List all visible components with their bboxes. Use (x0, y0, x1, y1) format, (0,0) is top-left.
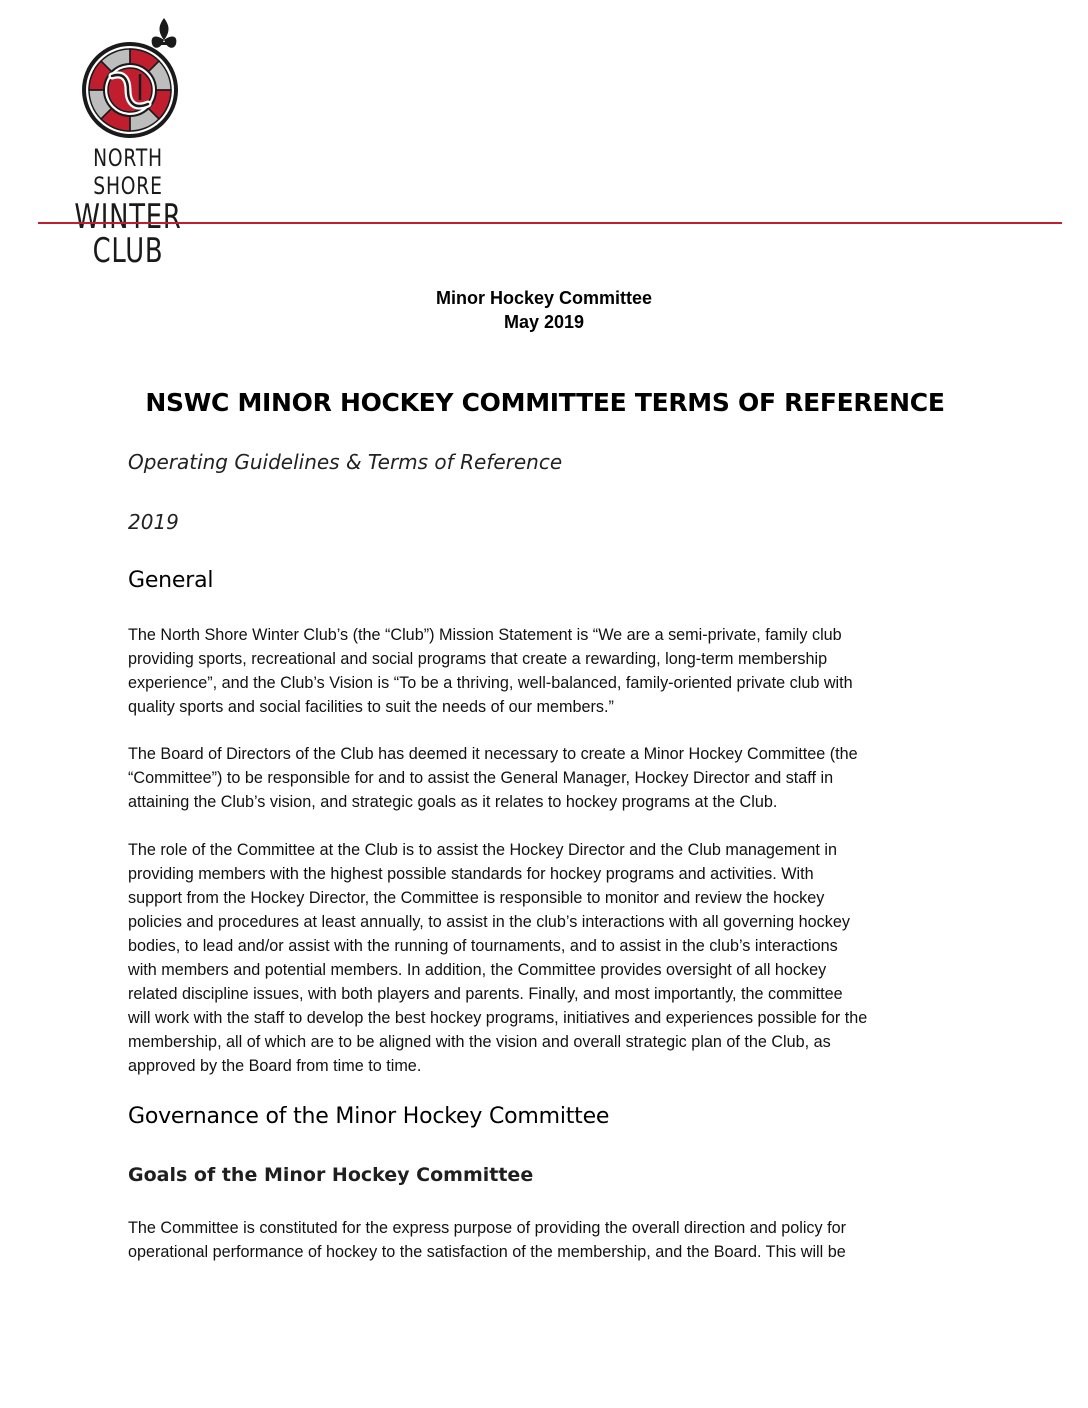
paragraph-line: The Committee is constituted for the express purpose of providing the overall direction and policy for (128, 1219, 847, 1237)
paragraph-board (128, 742, 958, 814)
header-divider (38, 222, 1062, 224)
paragraph-goals (128, 1216, 958, 1264)
paragraph-line: bodies, to lead and/or assist with the running of tournaments, and to assist in the club’s interactions (128, 937, 838, 955)
club-emblem-icon (78, 18, 188, 142)
paragraph-line: membership, all of which are to be aligned with the vision and overall strategic plan of the Club, as (128, 1033, 831, 1051)
subsection-heading-goals: Goals of the Minor Hockey Committee (128, 1164, 534, 1186)
paragraph-line: providing sports, recreational and social programs that create a rewarding, long-term membership (128, 650, 828, 668)
paragraph-line: experience”, and the Club’s Vision is “To be a thriving, well-balanced, family-oriented private club with (128, 674, 853, 692)
document-title: NSWC MINOR HOCKEY COMMITTEE TERMS OF REFERENCE (145, 388, 945, 417)
document-year: 2019 (128, 510, 179, 534)
paragraph-line: “Committee”) to be responsible for and to assist the General Manager, Hockey Director and staff in (128, 769, 834, 787)
paragraph-line: The North Shore Winter Club’s (the “Club”) Mission Statement is “We are a semi-private, family club (128, 626, 842, 644)
paragraph-line: attaining the Club’s vision, and strategic goals as it relates to hockey programs at the Club. (128, 793, 778, 811)
paragraph-line: providing members with the highest possible standards for hockey programs and activities. With (128, 865, 814, 883)
club-name-line2: WINTER CLUB (74, 197, 182, 271)
paragraph-line: related discipline issues, with both players and parents. Finally, and most importantly, the committee (128, 985, 843, 1003)
document-meta (0, 286, 1088, 334)
section-heading-general: General (128, 568, 214, 593)
paragraph-line: approved by the Board from time to time. (128, 1057, 422, 1075)
club-wordmark (38, 144, 218, 271)
section-heading-governance: Governance of the Minor Hockey Committee (128, 1104, 610, 1129)
club-name-line1: NORTH SHORE (93, 144, 163, 200)
paragraph-line: policies and procedures at least annually, to assist in the club’s interactions with all governing hockey (128, 913, 850, 931)
document-subtitle: Operating Guidelines & Terms of Reference (128, 450, 563, 474)
paragraph-line: The role of the Committee at the Club is to assist the Hockey Director and the Club management in (128, 841, 837, 859)
paragraph-line: The Board of Directors of the Club has deemed it necessary to create a Minor Hockey Committee (the (128, 745, 858, 763)
paragraph-line: with members and potential members. In addition, the Committee provides oversight of all hockey (128, 961, 827, 979)
paragraph-line: quality sports and social facilities to suit the needs of our members.” (128, 698, 614, 716)
paragraph-line: will work with the staff to develop the best hockey programs, initiatives and experiences possible for the (128, 1009, 868, 1027)
paragraph-role (128, 838, 958, 1078)
paragraph-line: support from the Hockey Director, the Committee is responsible to monitor and review the hockey (128, 889, 825, 907)
paragraph-line: operational performance of hockey to the satisfaction of the membership, and the Board. This will be (128, 1243, 846, 1261)
paragraph-mission (128, 623, 958, 719)
document-date: May 2019 (503, 312, 585, 332)
committee-name: Minor Hockey Committee (435, 288, 653, 308)
club-logo (38, 18, 218, 271)
